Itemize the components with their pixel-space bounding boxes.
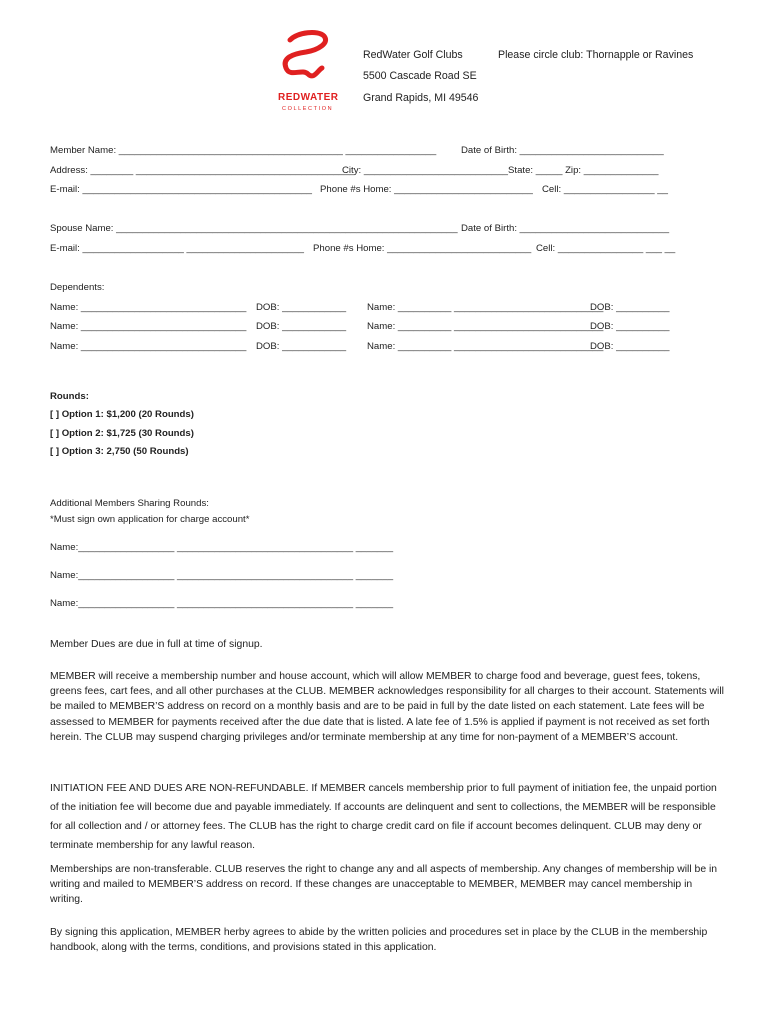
circle-club-note: Please circle club: Thornapple or Ravines bbox=[498, 49, 694, 61]
dependent-name-field[interactable]: Name: _______________________________ bbox=[50, 321, 247, 332]
member-dob-field[interactable]: Date of Birth: ___________________________ bbox=[461, 145, 664, 156]
round-option-3-checkbox[interactable]: [ ] Option 3: 2,750 (50 Rounds) bbox=[50, 446, 189, 457]
dependent-dob-field[interactable]: DOB: __________ bbox=[590, 341, 670, 352]
club-name: RedWater Golf Clubs bbox=[363, 49, 463, 61]
club-city: Grand Rapids, MI 49546 bbox=[363, 92, 479, 104]
terms-paragraph-agreement: By signing this application, MEMBER herby agrees to abide by the written policies and procedures set in place by the CLUB in the membership handbook, along with the terms, conditions, and provisions stated in this application. bbox=[50, 927, 708, 954]
logo bbox=[272, 28, 339, 118]
spouse-name-field[interactable]: Spouse Name: ________________________________________________________________ bbox=[50, 223, 458, 234]
redwater-swirl-icon bbox=[272, 28, 336, 88]
dependent-dob-field[interactable]: DOB: ____________ bbox=[256, 341, 347, 352]
terms-paragraph-account: MEMBER will receive a membership number and house account, which will allow MEMBER to charge food and beverage, guest fees, tokens, greens fees, cart fees, and all other purchases at the CLUB. MEMBER acknowledges responsibility for all charges to their account. Statements will be mailed to MEMBER’S address on record on a monthly basis and are to be paid in full by the date listed on each statement. Late fees will be assessed to MEMBER for payments received after the due date that is listed. A late fee of 1.5% is applied if payment is not received as set forth herein. The CLUB may suspend charging privileges and/or terminate membership at any time for non-payment of a MEMBER’S account. bbox=[50, 671, 724, 743]
member-phone-field[interactable]: Phone #s Home: __________________________ bbox=[320, 184, 533, 195]
rounds-heading: Rounds: bbox=[50, 391, 89, 402]
dues-notice: Member Dues are due in full at time of signup. bbox=[50, 639, 263, 650]
dependent-dob-field[interactable]: DOB: ____________ bbox=[256, 321, 347, 332]
dependent-name-field[interactable]: Name: __________ ____________________________ bbox=[367, 321, 604, 332]
round-option-1-checkbox[interactable]: [ ] Option 1: $1,200 (20 Rounds) bbox=[50, 409, 194, 420]
club-street: 5500 Cascade Road SE bbox=[363, 70, 477, 82]
logo-subtitle: COLLECTION bbox=[282, 106, 334, 112]
dependent-dob-field[interactable]: DOB: __________ bbox=[590, 321, 670, 332]
member-city-field[interactable]: City: ___________________________ bbox=[342, 165, 508, 176]
member-cell-field[interactable]: Cell: _________________ __ bbox=[542, 184, 668, 195]
terms-paragraph-transfer: Memberships are non-transferable. CLUB reserves the right to change any and all aspects of membership. Any changes of membership will be in writing and mailed to MEMBER’S address on record. If these changes are unacceptable to MEMBER, MEMBER may cancel membership in writing. bbox=[50, 864, 718, 906]
terms-paragraph-refund: INITIATION FEE AND DUES ARE NON-REFUNDABLE. If MEMBER cancels membership prior to full payment of initiation fee, the unpaid portion of the initiation fee will become due and payable immediately. If accounts are delinquent and sent to collections, the MEMBER will be responsible for all collection and / or attorney fees. The CLUB has the right to charge credit card on file if account becomes delinquent. CLUB may deny or terminate membership for any lawful reason. bbox=[50, 783, 717, 851]
additional-member-name-field[interactable]: Name:__________________ _________________________________ _______ bbox=[50, 598, 394, 609]
member-address-field[interactable]: Address: ________ _________________________________________ bbox=[50, 165, 355, 176]
dependent-dob-field[interactable]: DOB: __________ bbox=[590, 302, 670, 313]
additional-members-heading: Additional Members Sharing Rounds: bbox=[50, 498, 209, 509]
additional-member-name-field[interactable]: Name:__________________ _________________________________ _______ bbox=[50, 542, 394, 553]
logo-brand: REDWATER bbox=[278, 92, 339, 103]
spouse-email-field[interactable]: E-mail: ___________________ ______________________ bbox=[50, 243, 304, 254]
member-email-field[interactable]: E-mail: ___________________________________________ bbox=[50, 184, 312, 195]
spouse-phone-field[interactable]: Phone #s Home: ___________________________ bbox=[313, 243, 532, 254]
member-name-field[interactable]: Member Name: __________________________________________ _________________ bbox=[50, 145, 437, 156]
dependent-name-field[interactable]: Name: __________ ____________________________ bbox=[367, 341, 604, 352]
spouse-dob-field[interactable]: Date of Birth: ____________________________ bbox=[461, 223, 670, 234]
member-state-zip-field[interactable]: State: _____ Zip: ______________ bbox=[508, 165, 659, 176]
dependent-name-field[interactable]: Name: _______________________________ bbox=[50, 341, 247, 352]
spouse-cell-field[interactable]: Cell: ________________ ___ __ bbox=[536, 243, 676, 254]
dependent-dob-field[interactable]: DOB: ____________ bbox=[256, 302, 347, 313]
dependents-heading: Dependents: bbox=[50, 282, 105, 293]
dependent-name-field[interactable]: Name: __________ ____________________________ bbox=[367, 302, 604, 313]
additional-members-note: *Must sign own application for charge account* bbox=[50, 514, 250, 525]
dependent-name-field[interactable]: Name: _______________________________ bbox=[50, 302, 247, 313]
round-option-2-checkbox[interactable]: [ ] Option 2: $1,725 (30 Rounds) bbox=[50, 428, 194, 439]
additional-member-name-field[interactable]: Name:__________________ _________________________________ _______ bbox=[50, 570, 394, 581]
